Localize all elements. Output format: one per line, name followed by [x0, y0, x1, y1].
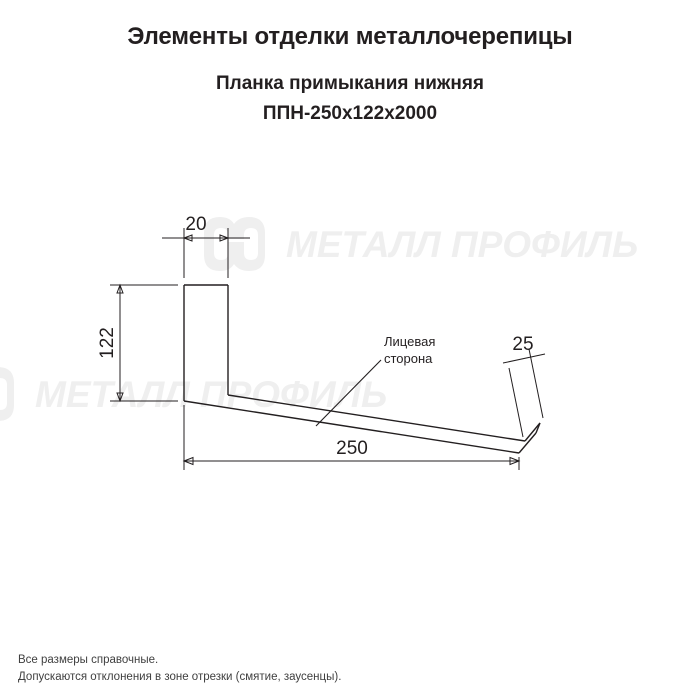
- dimension-20-text: 20: [185, 214, 207, 235]
- technical-drawing: [0, 150, 700, 550]
- page-title: Элементы отделки металлочерепицы: [127, 23, 573, 50]
- footer-note-2: Допускаются отклонения в зоне отрезки (смятие, заусенцы).: [18, 671, 342, 683]
- face-side-label-line1: Лицевая: [384, 334, 436, 349]
- footer-notes: [18, 652, 678, 686]
- svg-text:МЕТАЛЛ ПРОФИЛЬ: МЕТАЛЛ ПРОФИЛЬ: [35, 374, 388, 415]
- product-name: Планка примыкания нижняя: [215, 73, 485, 94]
- face-side-label-line2: сторона: [384, 351, 433, 366]
- dimension-25-text: 25: [512, 334, 534, 355]
- watermark-logo-top: [204, 217, 638, 271]
- product-code: ППН-250х122х2000: [262, 103, 438, 124]
- title-block: [0, 22, 700, 127]
- svg-text:МЕТАЛЛ ПРОФИЛЬ: МЕТАЛЛ ПРОФИЛЬ: [286, 224, 639, 265]
- dimension-25: [503, 334, 545, 437]
- dimension-122-text: 122: [97, 327, 118, 359]
- profile-outline: [184, 285, 540, 453]
- dimension-250-text: 250: [336, 438, 368, 459]
- footer-note-1: Все размеры справочные.: [18, 654, 159, 666]
